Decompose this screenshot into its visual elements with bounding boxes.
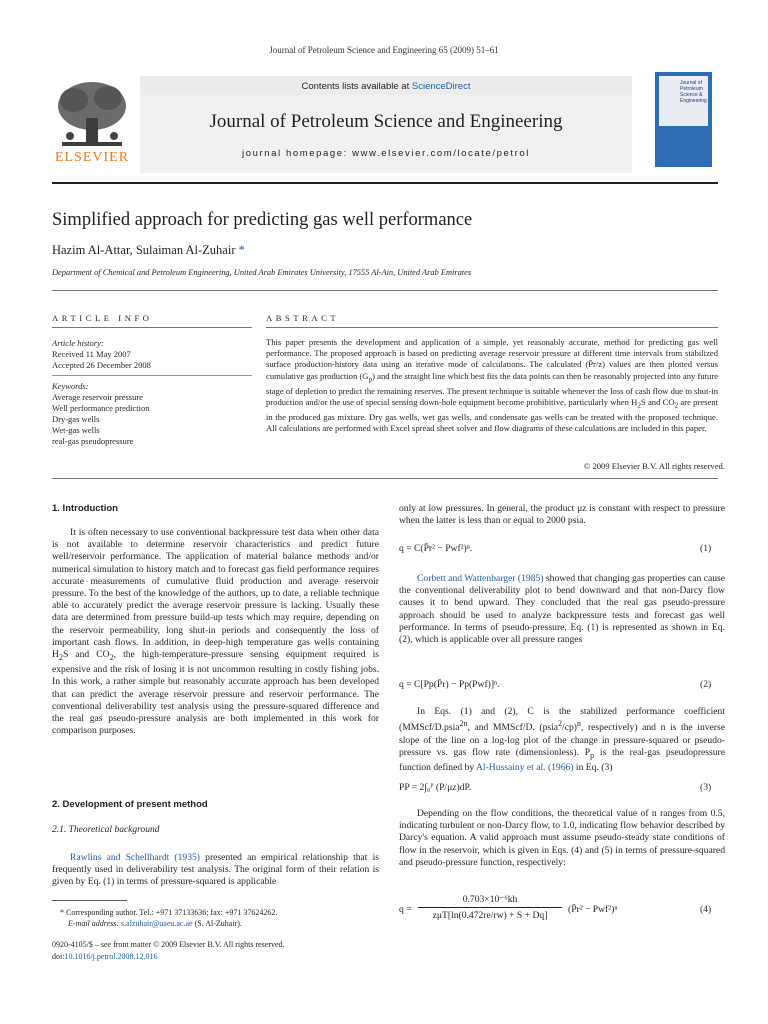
abstract-part: S and CO: [640, 396, 675, 407]
cover-line: Petroleum: [680, 86, 703, 92]
journal-title: Journal of Petroleum Science and Engineering: [209, 111, 563, 132]
article-title: Simplified approach for predicting gas well performance: [52, 210, 473, 230]
received-date: Received 11 May 2007: [52, 349, 131, 359]
keyword: Average reservoir pressure: [52, 392, 143, 402]
section-heading-introduction: 1. Introduction: [52, 503, 118, 514]
publisher-name: ELSEVIER: [54, 150, 130, 165]
citation-link[interactable]: Corbett and Wattenbarger (1985): [417, 573, 544, 584]
paragraph-part: , the high-temperature-pressure sensing equipment required is expensive and the risk of losing it is not uncommon resulting in costly fishing jobs. In this work, a rather simple but reasonably accurate approach has been developed that can predict the average reservoir pressure and reservoir performance. The conventional deliverability test analysis using the pressure-squared difference and the real gas pseudo-pressure analysis are both implemented in this work for comparison purposes.: [52, 649, 379, 737]
paragraph-part: S and CO: [62, 649, 110, 661]
keyword: Wet-gas wells: [52, 425, 100, 435]
superscript: 2n: [459, 719, 468, 729]
issn-block: [52, 939, 382, 963]
journal-banner: [140, 95, 632, 173]
abstract-text: [266, 337, 718, 434]
contents-prefix: Contents lists available at: [301, 81, 412, 92]
corresponding-author-mark[interactable]: *: [238, 243, 245, 257]
equation-4-fraction: [418, 894, 562, 921]
footnote-text: Corresponding author. Tel.: +971 37133636; fax: +971 37624262.: [66, 908, 278, 917]
sciencedirect-link[interactable]: ScienceDirect: [411, 81, 471, 92]
header-divider: [52, 182, 718, 184]
equation-2: q = C[Pp(P̄r) − Pp(Pwf)]ⁿ.: [399, 679, 500, 690]
equation-3-number: (3): [700, 782, 712, 793]
author-list: [52, 243, 245, 258]
footnote-mark: *: [60, 908, 64, 917]
equation-4-denominator: zμT[ln(0.472re/rw) + S + Dq]: [432, 910, 548, 921]
journal-cover-text: [680, 80, 707, 104]
equation-3: PP = 2∫₀ᴾ (P/μz)dP.: [399, 782, 472, 793]
superscript: n: [576, 719, 581, 729]
title-divider: [52, 290, 718, 291]
equation-4-number: (4): [700, 904, 712, 915]
issn-line: 0920-4105/$ – see front matter © 2009 Elsevier B.V. All rights reserved.: [52, 940, 285, 949]
corbett-paragraph: [399, 573, 725, 646]
article-info-rule: [52, 327, 252, 328]
introduction-paragraph: [52, 527, 379, 737]
keywords-block: [52, 381, 252, 447]
coefficient-paragraph: [399, 706, 725, 774]
paragraph-part: , and MMScf/D. (psia: [467, 722, 559, 734]
article-info-subrule: [52, 375, 252, 376]
paragraph-part: /cp): [562, 722, 577, 734]
subscript: 2: [637, 401, 641, 410]
footnote-rule: [52, 900, 127, 901]
equation-1-number: (1): [700, 543, 712, 554]
keywords-label: Keywords:: [52, 381, 89, 391]
keyword: real-gas pseudopressure: [52, 436, 134, 446]
footnote: [52, 907, 382, 929]
email-link[interactable]: s.alzuhair@uaeu.ac.ae: [121, 919, 193, 928]
paragraph-part: showed that changing gas properties can cause the conventional deliverability plot to bend downward and that non-Darcy flow causes it to bend upward. They concluded that the real gas pseudo-pressure approach should be used to analyze backpressure tests and forecast gas well performance. In terms of pseudo-pressure, Eq. (1) is represented as shown in Eq. (2), which is applicable over all pressure ranges: [399, 573, 726, 646]
paragraph-part: In Eqs. (1) and (2), C is the stabilized performance coefficient (MMScf/D.psia: [399, 706, 725, 734]
keyword: Dry-gas wells: [52, 414, 100, 424]
history-label: Article history:: [52, 338, 104, 348]
doi-label: doi:: [52, 952, 65, 961]
abstract-divider: [52, 478, 718, 479]
citation-link[interactable]: Al-Hussainy et al. (1966): [476, 761, 574, 773]
paragraph-part: in Eq. (3): [573, 761, 613, 773]
pz-symbol: P̄r/z: [588, 359, 603, 370]
email-label: E-mail address:: [68, 919, 122, 928]
journal-homepage[interactable]: journal homepage: www.elsevier.com/locate/petrol: [241, 148, 531, 159]
keyword: Well performance prediction: [52, 403, 150, 413]
subscript: 2: [58, 652, 63, 662]
equation-2-number: (2): [700, 679, 712, 690]
equation-4-lhs: q =: [399, 904, 412, 915]
email-tail: (S. Al-Zuhair).: [192, 919, 242, 928]
paragraph-part: , respectively) and n is the inverse slope of the line on a log-log plot of the change in pressure-squared or pseudo-pressure vs. gas flow rate (dimensionless). P: [399, 722, 725, 758]
flow-conditions-paragraph: Depending on the flow conditions, the theoretical value of n ranges from 0.5, indicating turbulent or non-Darcy flow, to 1.0, indicating flow behavior described by Darcy's equation. A valid approach must assume pseudo-steady state conditions of flow in the reservoir, which is given in Eqs. (4) and (5) in terms of pressure-squared and pseudo-pressure function, respectively:: [399, 808, 725, 868]
article-history: [52, 338, 252, 371]
copyright-notice: © 2009 Elsevier B.V. All rights reserved.: [583, 461, 725, 471]
abstract-part: ) values are then plotted versus cumulative gas production (G: [266, 359, 718, 381]
subscript: p: [590, 750, 595, 760]
doi-link[interactable]: 10.1016/j.petrol.2008.12.016: [64, 952, 158, 961]
cover-line: Engineering: [680, 98, 707, 104]
article-info-heading: ARTICLE INFO: [52, 313, 153, 323]
theory-paragraph: [52, 852, 379, 889]
subsection-heading-theory: 2.1. Theoretical background: [52, 825, 160, 835]
abstract-part: are present in the produced gas mixture. Dry gas wells, wet gas wells, and condensate gas wells can be treated with the proposed technique. All calculations are performed with Excel spread sheet solver and flow diagrams of these calculations are included in this paper.: [266, 396, 718, 433]
paragraph-part: It is often necessary to use conventional backpressure test data when other data is not available to determine reservoir characteristics and predict future well/reservoir performance. The application of material balance methods and/or numerical simulation to history match and to forecast gas field performance requires accurate measurements of cumulative fluid production and average reservoir pressure. To the best of the knowledge of the authors, up to date, a reliable technique able to accurately predict the average reservoir pressure is lacking. Usually these data are determined from pressure build-up tests which may require, depending on the reservoir permeability, long shut-in periods and consequently the loss of important cash flows. In addition, in deep-high temperature gas wells containing H: [52, 527, 379, 661]
subscript: 2: [674, 401, 679, 410]
accepted-date: Accepted 26 December 2008: [52, 360, 151, 370]
citation-link[interactable]: Rawlins and Schellhardt (1935): [70, 852, 201, 863]
paragraph-part: is the real-gas pseudopressure function defined by: [399, 746, 725, 773]
paragraph-part: presented an empirical relationship that is frequently used in deliverability test analysis. The original form of their relation is given by Eq. (1) in terms of pressure-squared is applicable: [52, 852, 380, 888]
equation-4-tail: (P̄r² − Pwf²)ⁿ: [568, 904, 618, 915]
abstract-rule: [266, 327, 718, 328]
subscript: p: [368, 375, 373, 384]
section-heading-development: 2. Development of present method: [52, 799, 208, 810]
authors-text: Hazim Al-Attar, Sulaiman Al-Zuhair: [52, 243, 236, 257]
abstract-part: ) and the straight line which best fits the data points can then be reasonably projected into any future stage of depletion to predict the remaining reserves. The present technique is suitable whenever the loss of cash flow due to shut-in production and/or the use of special sensing down-hole equipment become prohibitive, particularly when H: [266, 370, 719, 407]
affiliation: Department of Chemical and Petroleum Engineering, United Arab Emirates University, 17555 Al-Ain, United Arab Emirates: [52, 268, 472, 277]
abstract-heading: ABSTRACT: [266, 313, 340, 323]
superscript: 2: [558, 719, 563, 729]
running-head: Journal of Petroleum Science and Engineering 65 (2009) 51–61: [269, 45, 499, 55]
equation-1: q = C(P̄r² − Pwf²)ⁿ.: [399, 543, 473, 554]
subscript: 2: [109, 652, 114, 662]
paragraph-continued: only at low pressures. In general, the product μz is constant with respect to pressure when the latter is less than or equal to 2000 psia.: [399, 503, 725, 527]
abstract-part: This paper presents the development and application of a simple, yet reasonably accurate, method for predicting gas well performance. The proposed approach is based on predicting average reservoir pressure at different time intervals from stabilized surface production-history data using an iterative mode of calculations. The calculated (: [266, 337, 718, 370]
cover-line: Journal of: [680, 80, 702, 86]
contents-line: [140, 81, 632, 92]
equation-4-numerator: 0.703×10⁻⁶kh: [418, 894, 562, 908]
cover-line: Science &: [680, 92, 703, 98]
